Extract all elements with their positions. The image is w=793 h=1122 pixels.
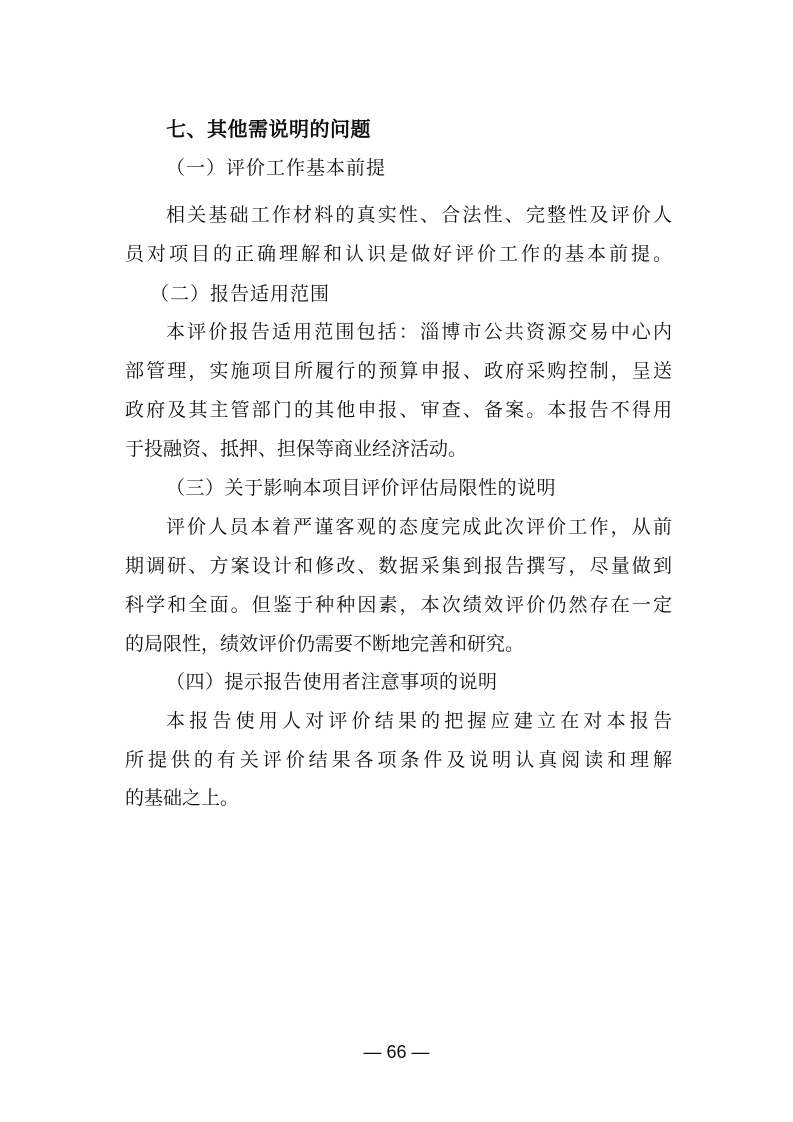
paragraph-line: 本评价报告适用范围包括：淄博市公共资源交易中心内 [166,321,672,343]
subsection-heading-4: （四）提示报告使用者注意事项的说明 [166,671,498,693]
subsection-heading-1: （一）评价工作基本前提 [166,157,387,179]
paragraph-line: 的局限性，绩效评价仍需要不断地完善和研究。 [125,633,525,655]
paragraph-line: 评价人员本着严谨客观的态度完成此次评价工作，从前 [166,516,672,538]
paragraph-line: 科学和全面。但鉴于种种因素，本次绩效评价仍然存在一定 [125,594,672,616]
subsection-heading-3: （三）关于影响本项目评价评估局限性的说明 [166,477,557,499]
paragraph-line: 所提供的有关评价结果各项条件及说明认真阅读和理解 [125,749,672,771]
paragraph-line: 本报告使用人对评价结果的把握应建立在对本报告 [166,710,672,732]
paragraph-line: 相关基础工作材料的真实性、合法性、完整性及评价人 [166,204,672,226]
subsection-heading-2: （二）报告适用范围 [150,283,331,305]
paragraph-line: 员对项目的正确理解和认识是做好评价工作的基本前提。 [125,243,672,265]
paragraph-line: 于投融资、抵押、担保等商业经济活动。 [125,438,468,460]
paragraph-line: 的基础之上。 [125,787,240,809]
paragraph-line: 部管理，实施项目所履行的预算申报、政府采购控制，呈送 [125,360,672,382]
paragraph-line: 期调研、方案设计和修改、数据采集到报告撰写，尽量做到 [125,555,672,577]
page-number: — 66 — [363,1042,430,1062]
paragraph-line: 政府及其主管部门的其他申报、审查、备案。本报告不得用 [125,399,672,421]
section-heading: 七、其他需说明的问题 [166,117,371,141]
